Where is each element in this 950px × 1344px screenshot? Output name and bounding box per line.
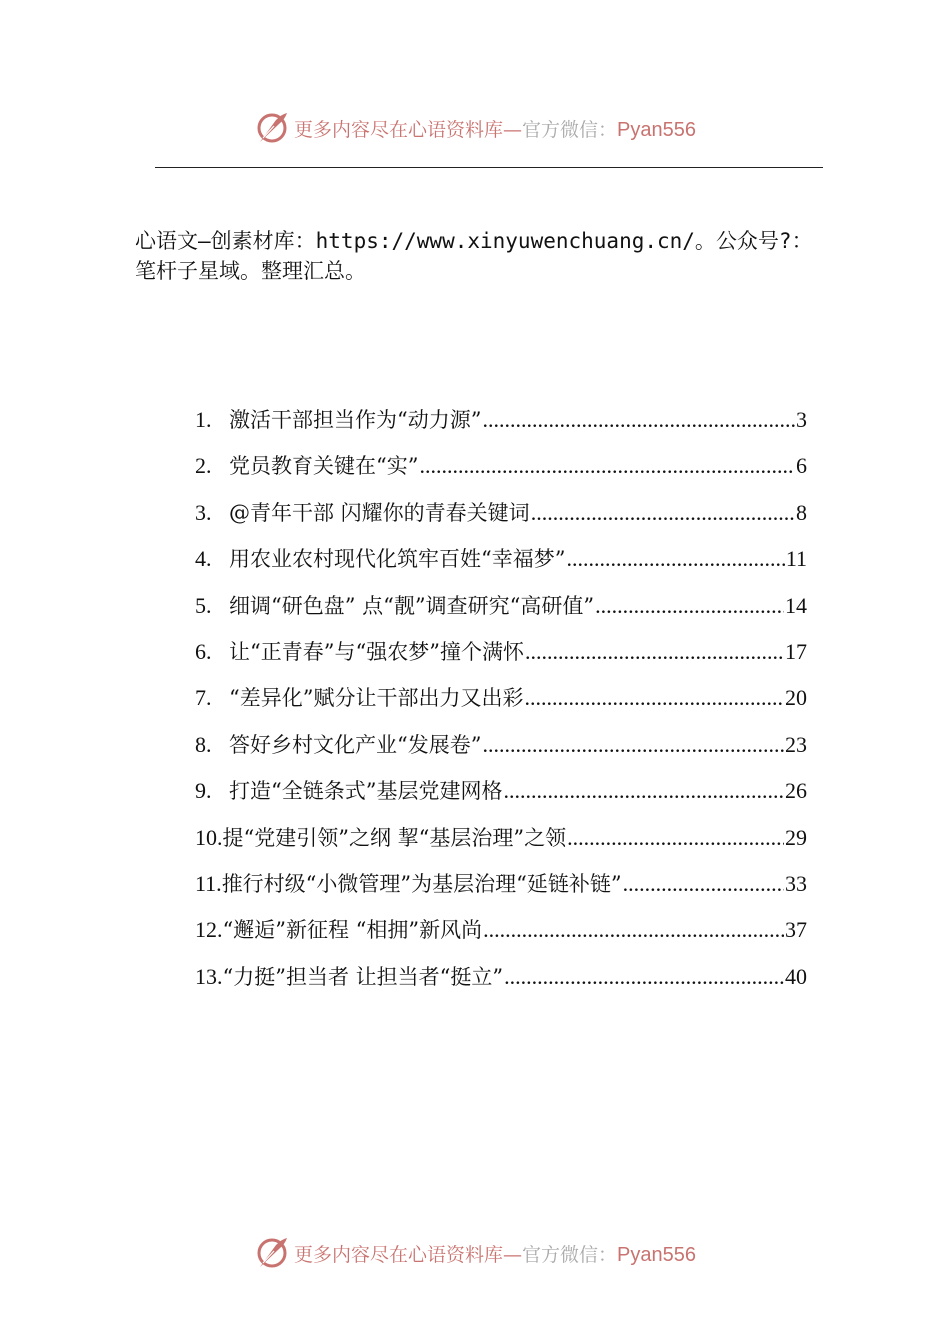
toc-item[interactable] [195, 590, 807, 636]
toc-item-number: 11. [195, 870, 222, 896]
toc-item-number: 12. [195, 917, 223, 943]
toc-item-number: 7. [195, 685, 212, 711]
toc-item-title: @青年干部 闪耀你的青春关键词 [229, 500, 530, 525]
toc-item-title: 党员教育关键在“实” [229, 454, 419, 479]
toc-item-page: 3 [796, 407, 807, 432]
toc-item[interactable] [195, 729, 807, 775]
toc-item[interactable] [195, 450, 807, 496]
toc-leader-dots [503, 778, 784, 804]
toc-leader-dots [531, 500, 795, 526]
toc-item-title: 激活干部担当作为“动力源” [229, 408, 482, 432]
header-banner-text: 更多内容尽在心语资料库—官方微信：Pyan556 [294, 118, 696, 141]
toc-item[interactable] [195, 497, 807, 543]
toc-item-title: “差异化”赋分让干部出力又出彩 [229, 686, 524, 711]
toc-item-page: 8 [796, 499, 807, 525]
toc-item-title: 答好乡村文化产业“发展卷” [229, 732, 482, 757]
toc-item-number: 4. [195, 546, 212, 572]
toc-item[interactable] [195, 404, 807, 450]
toc-item[interactable] [195, 914, 807, 960]
toc-item-page: 11 [785, 546, 807, 572]
toc-item-page: 14 [785, 592, 807, 618]
toc-item-page: 26 [785, 778, 807, 804]
toc-leader-dots [482, 732, 784, 758]
intro-paragraph: 心语文—创素材库：https://www.xinyuwenchuang.cn/。公众号?：笔杆子星域。整理汇总。 [135, 229, 813, 283]
quill-logo-icon [254, 1235, 290, 1271]
toc-leader-dots [566, 546, 784, 572]
toc-item-number: 10. [195, 824, 223, 850]
toc-item-page: 37 [785, 917, 807, 943]
toc-item-title: 细调“研色盘” 点“靓”调查研究“高研值” [229, 593, 595, 618]
toc-item[interactable] [195, 868, 807, 914]
toc-item-title: “力挺”担当者 让担当者“挺立” [222, 964, 504, 989]
toc-item-title: 提“党建引领”之纲 挈“基层治理”之领 [222, 825, 567, 850]
toc-item-number: 9. [195, 778, 212, 804]
toc-leader-dots [525, 639, 784, 665]
toc-item[interactable] [195, 543, 807, 589]
header-banner [0, 106, 950, 150]
table-of-contents [195, 404, 807, 1007]
toc-item-title: 推行村级“小微管理”为基层治理“延链补链” [221, 871, 622, 896]
quill-logo-icon [254, 110, 290, 146]
footer-banner [0, 1231, 950, 1275]
toc-leader-dots [482, 407, 795, 433]
toc-item[interactable] [195, 775, 807, 821]
toc-item-number: 6. [195, 638, 212, 664]
toc-item[interactable] [195, 636, 807, 682]
toc-item[interactable] [195, 682, 807, 728]
footer-banner-text: 更多内容尽在心语资料库—官方微信：Pyan556 [294, 1243, 696, 1266]
toc-item-page: 33 [785, 870, 807, 896]
toc-item[interactable] [195, 961, 807, 1007]
toc-leader-dots [567, 825, 784, 851]
toc-item-number: 8. [195, 731, 212, 757]
toc-item-title: 用农业农村现代化筑牢百姓“幸福梦” [229, 547, 566, 572]
toc-item-page: 17 [785, 638, 807, 664]
header-divider [155, 167, 823, 168]
toc-item-number: 1. [195, 407, 212, 432]
toc-leader-dots [623, 871, 784, 897]
toc-item-title: 打造“全链条式”基层党建网格 [229, 779, 503, 804]
toc-item-page: 29 [785, 824, 807, 850]
toc-item-page: 23 [785, 731, 807, 757]
toc-leader-dots [595, 593, 784, 619]
toc-item-page: 6 [796, 453, 807, 479]
toc-leader-dots [524, 685, 784, 711]
toc-leader-dots [483, 917, 784, 943]
toc-leader-dots [504, 964, 784, 990]
toc-item-number: 13. [195, 963, 223, 989]
toc-item[interactable] [195, 822, 807, 868]
toc-item-page: 20 [785, 685, 807, 711]
toc-item-page: 40 [785, 963, 807, 989]
toc-item-number: 5. [195, 592, 212, 618]
toc-item-title: “邂逅”新征程 “相拥”新风尚 [222, 918, 483, 943]
toc-leader-dots [419, 453, 795, 479]
toc-item-number: 2. [195, 453, 212, 479]
toc-item-title: 让“正青春”与“强农梦”撞个满怀 [229, 639, 524, 664]
toc-item-number: 3. [195, 499, 212, 525]
